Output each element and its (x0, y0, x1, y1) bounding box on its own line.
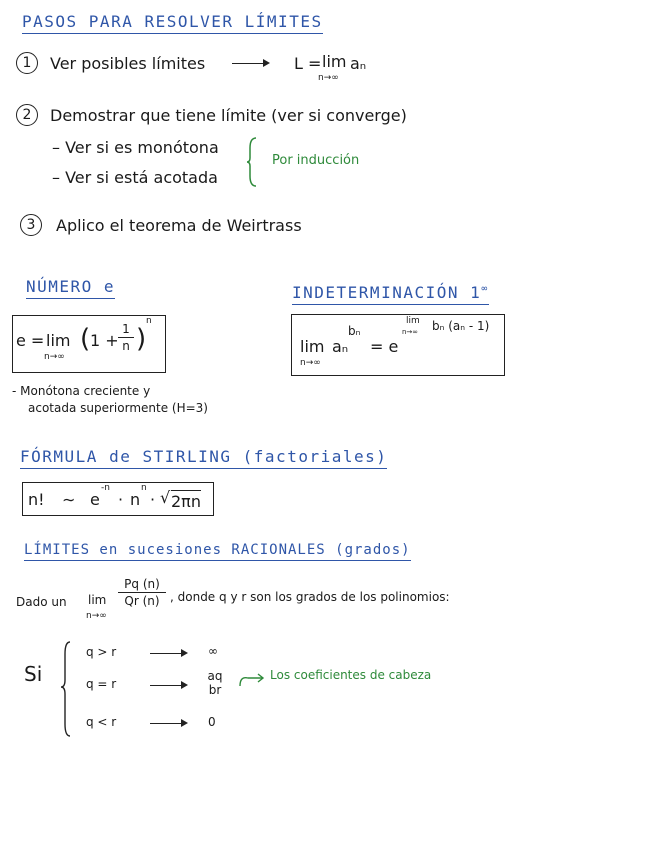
indet-heading-text: INDETERMINACIÓN 1 (292, 283, 482, 302)
coef-note: Los coeficientes de cabeza (270, 668, 432, 682)
stirling-sqrt: √ (160, 488, 171, 507)
indet-base: aₙ (332, 337, 349, 356)
step-1-lim: lim (322, 52, 347, 71)
case-2-result-num: aq (207, 669, 223, 683)
racionales-heading: LÍMITES en sucesiones RACIONALES (grados) (24, 542, 411, 561)
numero-e-frac-num: 1 (122, 322, 130, 336)
numero-e-note-2: acotada superiormente (H=3) (28, 401, 208, 415)
numero-e-lhs: e = (16, 331, 45, 350)
step-1-number: 1 (16, 52, 38, 74)
racionales-frac-num: Pq (n) (124, 577, 160, 591)
indet-exp-lim: lim (406, 316, 420, 326)
stirling-dot-2: · (150, 490, 156, 509)
racionales-lim: lim (88, 593, 107, 607)
step-1-formula-lhs: L = (294, 54, 322, 73)
case-3-arrow (150, 723, 186, 724)
step-2-bullet-monotona: – Ver si es monótona (52, 138, 219, 157)
indet-heading-sup: ∞ (481, 283, 489, 295)
case-3-result: 0 (208, 715, 216, 729)
numero-e-open-paren: ( (80, 324, 91, 354)
racionales-rest: , donde q y r son los grados de los polinomios: (170, 590, 450, 604)
step-1-arrow (232, 63, 268, 64)
case-1-arrow (150, 653, 186, 654)
case-1-cond: q > r (86, 645, 117, 659)
indet-heading (292, 283, 489, 305)
step-1-lim-sub: n→∞ (318, 73, 339, 83)
step-2-brace (246, 136, 260, 188)
racionales-frac-den: Qr (n) (124, 594, 160, 608)
numero-e-one: 1 + (90, 331, 119, 350)
indet-lim: lim (300, 337, 325, 356)
case-3-cond: q < r (86, 715, 117, 729)
racionales-fraction (118, 577, 166, 608)
step-1-seq: aₙ (350, 54, 367, 73)
stirling-heading: FÓRMULA de STIRLING (factoriales) (20, 447, 387, 469)
case-2-arrow (150, 685, 186, 686)
racionales-si: Si (24, 662, 43, 686)
step-3-number: 3 (20, 214, 42, 236)
numero-e-note-1: - Monótona creciente y (12, 384, 151, 398)
stirling-lhs: n! (28, 490, 45, 509)
step-2-text: Demostrar que tiene límite (ver si converge) (50, 106, 407, 125)
case-2-cond: q = r (86, 677, 117, 691)
stirling-e-exp: -n (101, 483, 110, 493)
stirling-radicand: 2πn (171, 492, 201, 511)
racionales-intro: Dado un (16, 595, 67, 609)
numero-e-lim-sub: n→∞ (44, 352, 65, 362)
indet-eq: = e (370, 337, 399, 356)
step-1-text: Ver posibles límites (50, 54, 206, 73)
indet-exp-lim-sub: n→∞ (402, 328, 419, 336)
page-title: PASOS PARA RESOLVER LÍMITES (22, 12, 323, 34)
case-2-result-den: br (208, 683, 222, 697)
stirling-n-exp: n (141, 483, 147, 493)
case-1-result: ∞ (208, 644, 218, 658)
indet-lim-sub: n→∞ (300, 358, 321, 368)
step-3-text: Aplico el teorema de Weirtrass (56, 216, 302, 235)
stirling-n: n (130, 490, 141, 509)
stirling-e: e (90, 490, 100, 509)
numero-e-heading: NÚMERO e (26, 277, 115, 299)
step-2-number: 2 (16, 104, 38, 126)
numero-e-frac-den: n (122, 339, 130, 353)
racionales-cases-brace (60, 640, 72, 738)
numero-e-lim: lim (46, 331, 71, 350)
stirling-dot-1: · (118, 490, 124, 509)
numero-e-close-paren: ) (136, 324, 147, 354)
coef-note-arrow (238, 670, 266, 690)
numero-e-fraction (118, 322, 134, 353)
indet-exp-body: bₙ (aₙ - 1) (432, 319, 490, 333)
step-2-bullet-acotada: – Ver si está acotada (52, 168, 218, 187)
numero-e-exponent: n (146, 316, 152, 326)
indet-base-exp: bₙ (348, 324, 361, 338)
step-2-induction-note: Por inducción (272, 153, 360, 168)
case-2-result-fraction (205, 669, 225, 697)
racionales-lim-sub: n→∞ (86, 611, 107, 621)
stirling-tilde: ∼ (62, 490, 76, 509)
